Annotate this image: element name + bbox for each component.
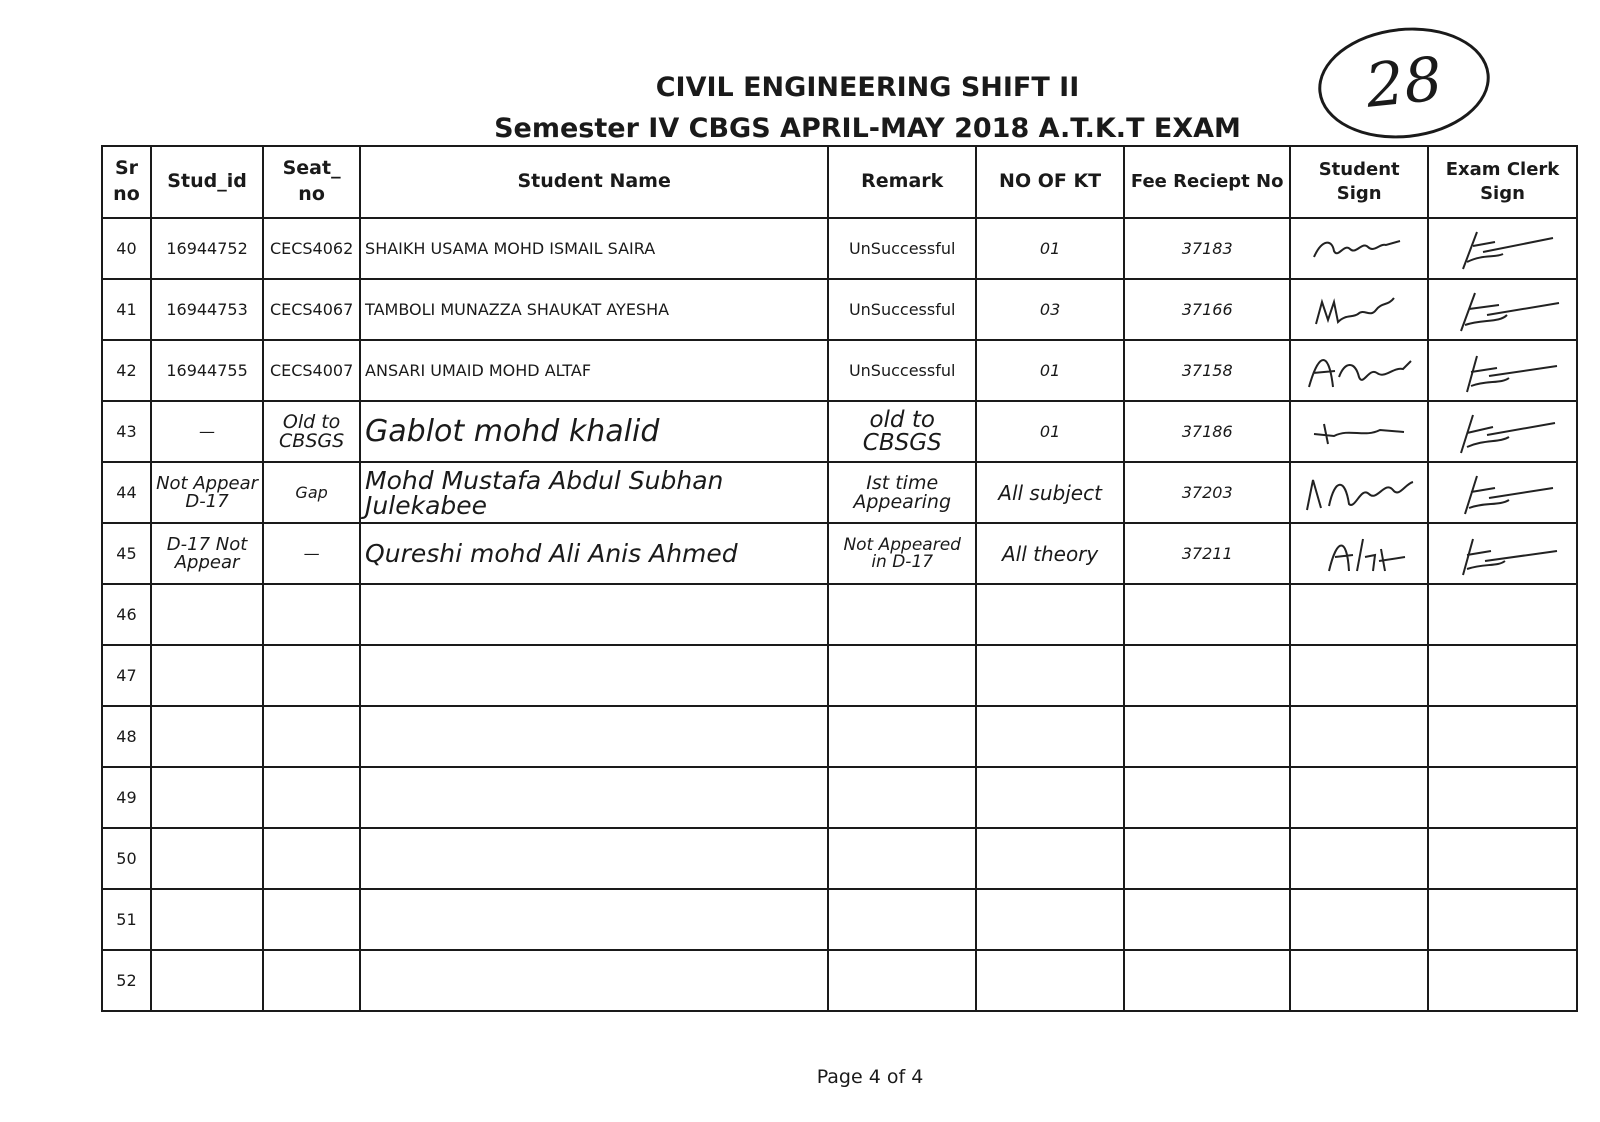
cell-seat-no: CECS4007 [263, 340, 360, 401]
cell-no-of-kt [976, 584, 1124, 645]
cell-remark: UnSuccessful [828, 218, 976, 279]
cell-student-name: Mohd Mustafa Abdul Subhan Julekabee [360, 462, 828, 523]
table-row [102, 950, 1577, 1011]
cell-student-sign [1290, 767, 1428, 828]
cell-clerk-sign [1428, 218, 1577, 279]
clerk-signature [1443, 407, 1563, 457]
cell-student-name [360, 706, 828, 767]
atkt-register-table [101, 145, 1578, 1012]
cell-stud-id [151, 767, 263, 828]
document-subtitle: Semester IV CBGS APRIL-MAY 2018 A.T.K.T EXAM [494, 113, 1241, 144]
cell-student-name: TAMBOLI MUNAZZA SHAUKAT AYESHA [360, 279, 828, 340]
cell-clerk-sign [1428, 706, 1577, 767]
cell-seat-no: Gap [263, 462, 360, 523]
clerk-signature [1443, 468, 1563, 518]
cell-no-of-kt [976, 767, 1124, 828]
cell-stud-id: 16944752 [151, 218, 263, 279]
cell-fee-receipt: 37183 [1124, 218, 1290, 279]
cell-remark [828, 767, 976, 828]
cell-student-sign [1290, 828, 1428, 889]
cell-remark: UnSuccessful [828, 279, 976, 340]
cell-seat-no [263, 645, 360, 706]
cell-fee-receipt: 37211 [1124, 523, 1290, 584]
cell-clerk-sign [1428, 584, 1577, 645]
cell-student-sign [1290, 462, 1428, 523]
cell-no-of-kt: All theory [976, 523, 1124, 584]
cell-fee-receipt [1124, 645, 1290, 706]
cell-sr: 45 [102, 523, 151, 584]
cell-student-name: Gablot mohd khalid [360, 401, 828, 462]
table-row [102, 767, 1577, 828]
cell-student-sign [1290, 279, 1428, 340]
clerk-signature [1443, 346, 1563, 396]
cell-no-of-kt [976, 828, 1124, 889]
table-row [102, 279, 1577, 340]
cell-sr: 52 [102, 950, 151, 1011]
cell-student-sign [1290, 523, 1428, 584]
cell-remark [828, 828, 976, 889]
cell-stud-id: Not Appear D-17 [151, 462, 263, 523]
cell-clerk-sign [1428, 401, 1577, 462]
cell-remark: Ist time Appearing [828, 462, 976, 523]
col-student-sign: Student Sign [1290, 146, 1428, 218]
cell-remark [828, 584, 976, 645]
cell-no-of-kt [976, 706, 1124, 767]
cell-student-sign [1290, 950, 1428, 1011]
student-signature [1299, 347, 1419, 395]
page-badge-number: 28 [1362, 44, 1446, 122]
cell-remark [828, 889, 976, 950]
col-stud-id: Stud_id [151, 146, 263, 218]
cell-sr: 40 [102, 218, 151, 279]
cell-fee-receipt: 37186 [1124, 401, 1290, 462]
cell-sr: 51 [102, 889, 151, 950]
cell-fee-receipt: 37203 [1124, 462, 1290, 523]
cell-student-sign [1290, 889, 1428, 950]
cell-clerk-sign [1428, 645, 1577, 706]
cell-stud-id: 16944753 [151, 279, 263, 340]
table-row [102, 645, 1577, 706]
cell-student-name [360, 645, 828, 706]
cell-fee-receipt [1124, 889, 1290, 950]
cell-student-sign [1290, 706, 1428, 767]
cell-seat-no: — [263, 523, 360, 584]
cell-no-of-kt [976, 645, 1124, 706]
cell-clerk-sign [1428, 889, 1577, 950]
cell-seat-no [263, 950, 360, 1011]
cell-student-name: SHAIKH USAMA MOHD ISMAIL SAIRA [360, 218, 828, 279]
cell-stud-id [151, 828, 263, 889]
cell-clerk-sign [1428, 950, 1577, 1011]
cell-sr: 46 [102, 584, 151, 645]
cell-student-sign [1290, 401, 1428, 462]
cell-sr: 44 [102, 462, 151, 523]
clerk-signature [1443, 285, 1563, 335]
cell-fee-receipt: 37158 [1124, 340, 1290, 401]
cell-sr: 43 [102, 401, 151, 462]
cell-stud-id: — [151, 401, 263, 462]
cell-seat-no [263, 767, 360, 828]
table-row [102, 340, 1577, 401]
cell-clerk-sign [1428, 462, 1577, 523]
cell-student-name [360, 584, 828, 645]
cell-no-of-kt [976, 889, 1124, 950]
student-signature [1304, 229, 1414, 269]
col-fee-receipt-no: Fee Reciept No [1124, 146, 1290, 218]
table-row [102, 828, 1577, 889]
cell-remark [828, 645, 976, 706]
cell-remark [828, 950, 976, 1011]
cell-student-name [360, 828, 828, 889]
cell-seat-no: CECS4062 [263, 218, 360, 279]
cell-sr: 41 [102, 279, 151, 340]
cell-seat-no [263, 828, 360, 889]
col-seat-no: Seat_ no [263, 146, 360, 218]
document-title: CIVIL ENGINEERING SHIFT II [655, 72, 1080, 103]
cell-seat-no: Old to CBSGS [263, 401, 360, 462]
cell-student-name [360, 889, 828, 950]
cell-student-sign [1290, 584, 1428, 645]
table-row [102, 889, 1577, 950]
cell-fee-receipt [1124, 950, 1290, 1011]
cell-student-name: ANSARI UMAID MOHD ALTAF [360, 340, 828, 401]
cell-seat-no [263, 706, 360, 767]
cell-fee-receipt [1124, 828, 1290, 889]
col-exam-clerk-sign: Exam Clerk Sign [1428, 146, 1577, 218]
cell-fee-receipt [1124, 706, 1290, 767]
col-remark: Remark [828, 146, 976, 218]
cell-student-sign [1290, 645, 1428, 706]
cell-student-sign [1290, 340, 1428, 401]
cell-clerk-sign [1428, 828, 1577, 889]
cell-stud-id [151, 584, 263, 645]
cell-seat-no [263, 584, 360, 645]
cell-fee-receipt [1124, 584, 1290, 645]
cell-fee-receipt: 37166 [1124, 279, 1290, 340]
cell-remark [828, 706, 976, 767]
table-row [102, 523, 1577, 584]
cell-remark: old to CBSGS [828, 401, 976, 462]
student-signature [1304, 288, 1414, 332]
cell-remark: UnSuccessful [828, 340, 976, 401]
table-row [102, 706, 1577, 767]
cell-stud-id: D-17 Not Appear [151, 523, 263, 584]
cell-sr: 49 [102, 767, 151, 828]
cell-student-name: Qureshi mohd Ali Anis Ahmed [360, 523, 828, 584]
cell-student-name [360, 767, 828, 828]
student-signature [1309, 531, 1409, 577]
cell-sr: 50 [102, 828, 151, 889]
col-student-name: Student Name [360, 146, 828, 218]
col-sr-no: Sr no [102, 146, 151, 218]
cell-seat-no [263, 889, 360, 950]
cell-stud-id [151, 645, 263, 706]
cell-clerk-sign [1428, 767, 1577, 828]
cell-seat-no: CECS4067 [263, 279, 360, 340]
cell-fee-receipt [1124, 767, 1290, 828]
table-row [102, 401, 1577, 462]
cell-sr: 47 [102, 645, 151, 706]
cell-no-of-kt: 01 [976, 401, 1124, 462]
cell-no-of-kt: 03 [976, 279, 1124, 340]
table-row [102, 584, 1577, 645]
table-row [102, 462, 1577, 523]
cell-clerk-sign [1428, 279, 1577, 340]
cell-stud-id: 16944755 [151, 340, 263, 401]
clerk-signature [1443, 224, 1563, 274]
table-header-row [102, 146, 1577, 218]
student-signature [1304, 414, 1414, 450]
cell-student-sign [1290, 218, 1428, 279]
table-row [102, 218, 1577, 279]
cell-student-name [360, 950, 828, 1011]
cell-no-of-kt [976, 950, 1124, 1011]
student-signature [1299, 470, 1419, 516]
cell-no-of-kt: All subject [976, 462, 1124, 523]
cell-remark: Not Appeared in D-17 [828, 523, 976, 584]
cell-no-of-kt: 01 [976, 340, 1124, 401]
cell-no-of-kt: 01 [976, 218, 1124, 279]
col-no-of-kt: NO OF KT [976, 146, 1124, 218]
clerk-signature [1443, 529, 1563, 579]
cell-clerk-sign [1428, 340, 1577, 401]
cell-stud-id [151, 706, 263, 767]
cell-sr: 48 [102, 706, 151, 767]
cell-stud-id [151, 889, 263, 950]
cell-clerk-sign [1428, 523, 1577, 584]
page-footer: Page 4 of 4 [816, 1066, 924, 1088]
cell-stud-id [151, 950, 263, 1011]
cell-sr: 42 [102, 340, 151, 401]
